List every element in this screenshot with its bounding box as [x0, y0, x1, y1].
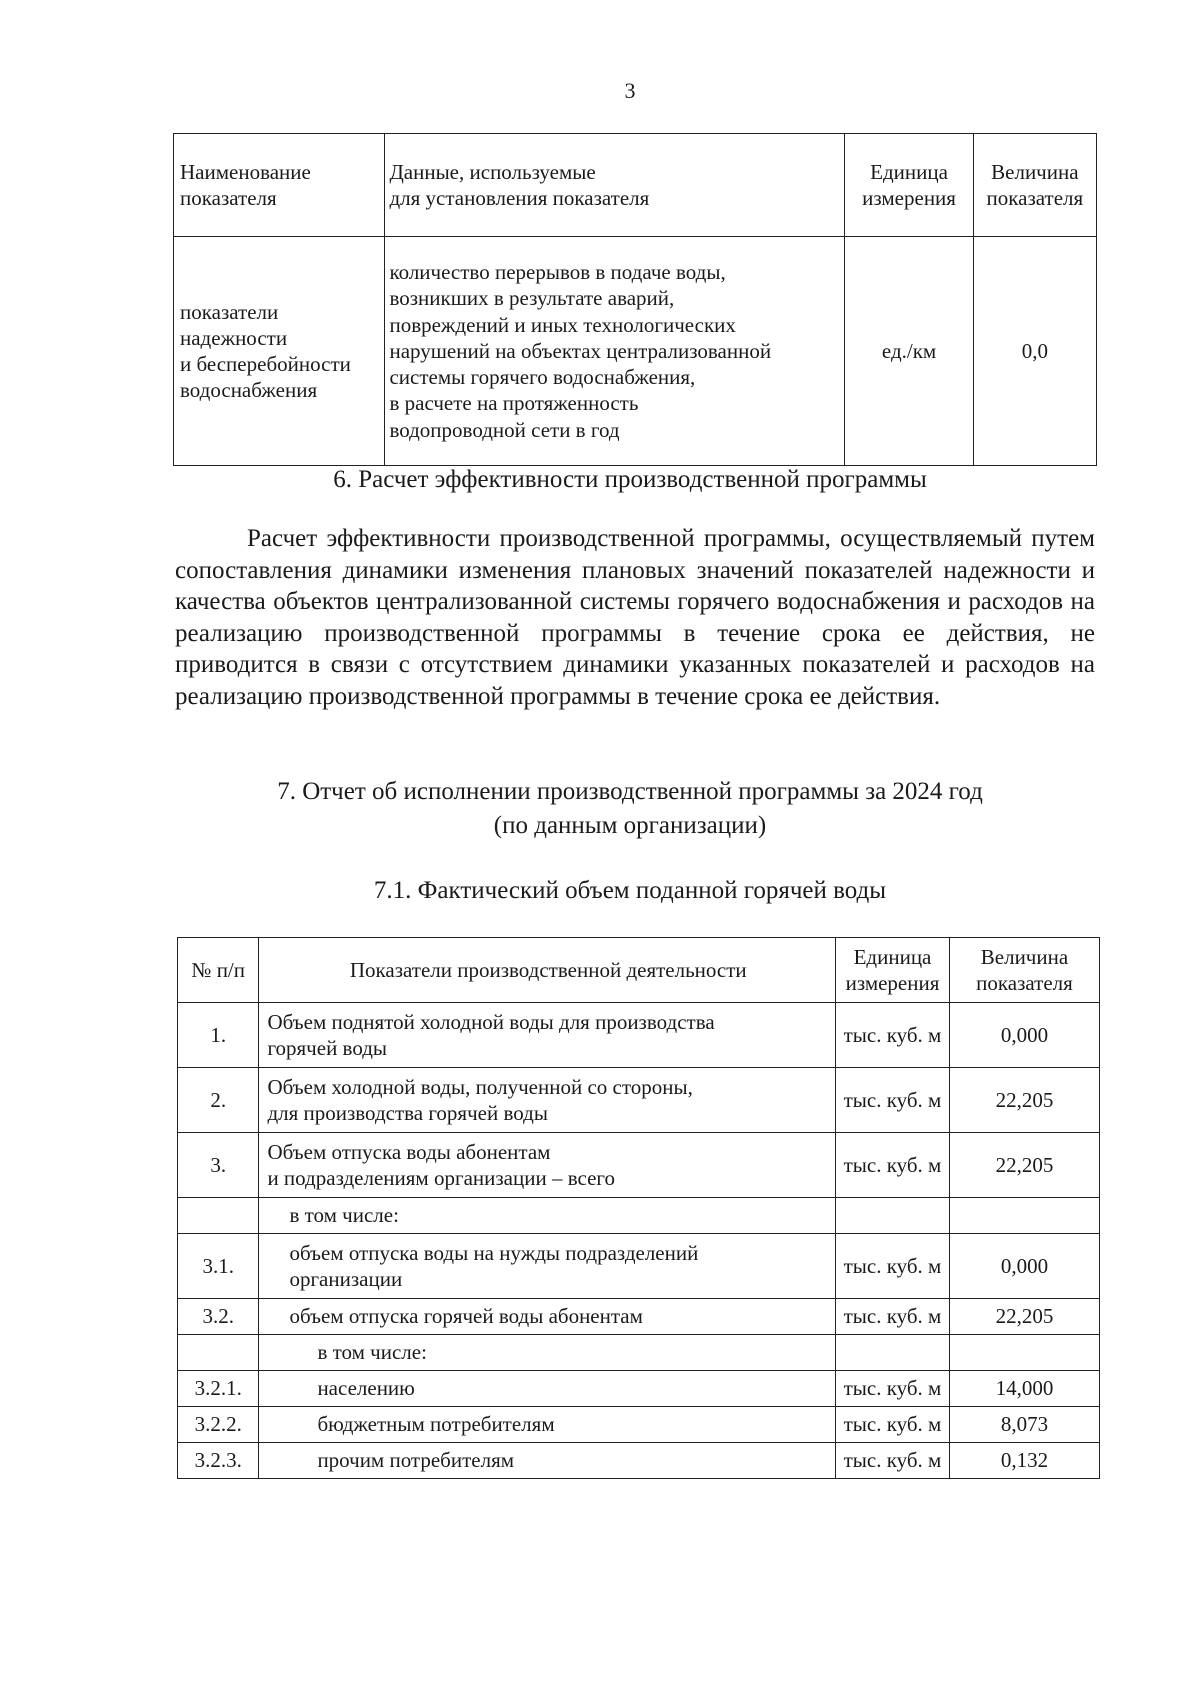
row-value: 0,132	[949, 1443, 1099, 1479]
table-row	[178, 1299, 1100, 1335]
row-description: объем отпуска горячей воды абонентам	[259, 1299, 836, 1335]
page-number: 3	[624, 78, 636, 103]
row-value: 14,000	[949, 1371, 1099, 1407]
row-description: бюджетным потребителям	[259, 1407, 836, 1443]
row-unit: тыс. куб. м	[836, 1234, 950, 1299]
row-unit	[836, 1198, 950, 1234]
table-row	[174, 237, 1097, 466]
header-indicator-name: Наименование показателя	[174, 134, 385, 237]
row-unit: тыс. куб. м	[836, 1407, 950, 1443]
table-row	[178, 1003, 1100, 1068]
table-row	[178, 1234, 1100, 1299]
row-unit: тыс. куб. м	[836, 1443, 950, 1479]
header-unit: Единица измерения	[845, 134, 973, 237]
table-row	[178, 1407, 1100, 1443]
row-value: 8,073	[949, 1407, 1099, 1443]
header-value: Величина показателя	[949, 938, 1099, 1003]
row-value: 22,205	[949, 1068, 1099, 1133]
row-description: в том числе:	[259, 1198, 836, 1234]
indicator-unit-cell: ед./км	[845, 237, 973, 466]
row-num	[178, 1198, 259, 1234]
header-description: Показатели производственной деятельности	[259, 938, 836, 1003]
row-value: 22,205	[949, 1299, 1099, 1335]
hot-water-volume-table	[177, 937, 1100, 1479]
row-unit: тыс. куб. м	[836, 1003, 950, 1068]
row-num: 3.2.2.	[178, 1407, 259, 1443]
indicator-name-cell: показатели надежности и бесперебойности водоснабжения	[174, 237, 385, 466]
section-7-1-heading: 7.1. Фактический объем поданной горячей воды	[373, 877, 887, 904]
row-unit: тыс. куб. м	[836, 1133, 950, 1198]
row-num: 1.	[178, 1003, 259, 1068]
row-value	[949, 1198, 1099, 1234]
table-header-row	[174, 134, 1097, 237]
row-value: 0,000	[949, 1234, 1099, 1299]
row-num: 3.2.	[178, 1299, 259, 1335]
row-description: Объем поднятой холодной воды для производства горячей воды	[259, 1003, 836, 1068]
row-description: Объем холодной воды, полученной со стороны, для производства горячей воды	[259, 1068, 836, 1133]
row-num: 3.2.1.	[178, 1371, 259, 1407]
table-row	[178, 1198, 1100, 1234]
section-6-paragraph: Расчет эффективности производственной программы, осуществляемый путем сопоставления динамики изменения плановых значений показателей надежности и качества объектов централизованной системы горячего водоснабжения и расходов на реализацию производственной программы в течение срока ее действия, не приводится в связи с отсутствием динамики указанных показателей и расходов на реализацию производственной программы в течение срока ее действия.	[175, 525, 1095, 710]
row-value: 22,205	[949, 1133, 1099, 1198]
header-value: Величина показателя	[973, 134, 1096, 237]
row-description: Объем отпуска воды абонентам и подразделениям организации – всего	[259, 1133, 836, 1198]
table-row	[178, 1133, 1100, 1198]
header-num: № п/п	[178, 938, 259, 1003]
table-row	[178, 1068, 1100, 1133]
table-header-row	[178, 938, 1100, 1003]
indicator-data-cell: количество перерывов в подаче воды, возникших в результате аварий, повреждений и иных технологических нарушений на объектах централизованной системы горячего водоснабжения, в расчете на протяженность водопроводной сети в год	[385, 237, 845, 466]
table-row	[178, 1335, 1100, 1371]
row-value: 0,000	[949, 1003, 1099, 1068]
header-unit: Единица измерения	[836, 938, 950, 1003]
row-num: 2.	[178, 1068, 259, 1133]
row-unit: тыс. куб. м	[836, 1068, 950, 1133]
row-description: населению	[259, 1371, 836, 1407]
row-value	[949, 1335, 1099, 1371]
row-num: 3.	[178, 1133, 259, 1198]
header-data-used: Данные, используемые для установления показателя	[385, 134, 845, 237]
row-num: 3.1.	[178, 1234, 259, 1299]
section-6-heading: 6. Расчет эффективности производственной программы	[333, 466, 927, 493]
section-7-title-line1: 7. Отчет об исполнении производственной программы за 2024 год	[277, 778, 983, 805]
row-description: в том числе:	[259, 1335, 836, 1371]
section-7-heading	[30, 775, 1200, 843]
table-row	[178, 1443, 1100, 1479]
row-description: прочим потребителям	[259, 1443, 836, 1479]
row-num	[178, 1335, 259, 1371]
indicator-value-cell: 0,0	[973, 237, 1096, 466]
row-num: 3.2.3.	[178, 1443, 259, 1479]
section-7-title-line2: (по данным организации)	[493, 811, 767, 839]
row-description: объем отпуска воды на нужды подразделений организации	[259, 1234, 836, 1299]
row-unit: тыс. куб. м	[836, 1299, 950, 1335]
row-unit: тыс. куб. м	[836, 1371, 950, 1407]
row-unit	[836, 1335, 950, 1371]
reliability-indicator-table	[173, 133, 1097, 466]
table-row	[178, 1371, 1100, 1407]
